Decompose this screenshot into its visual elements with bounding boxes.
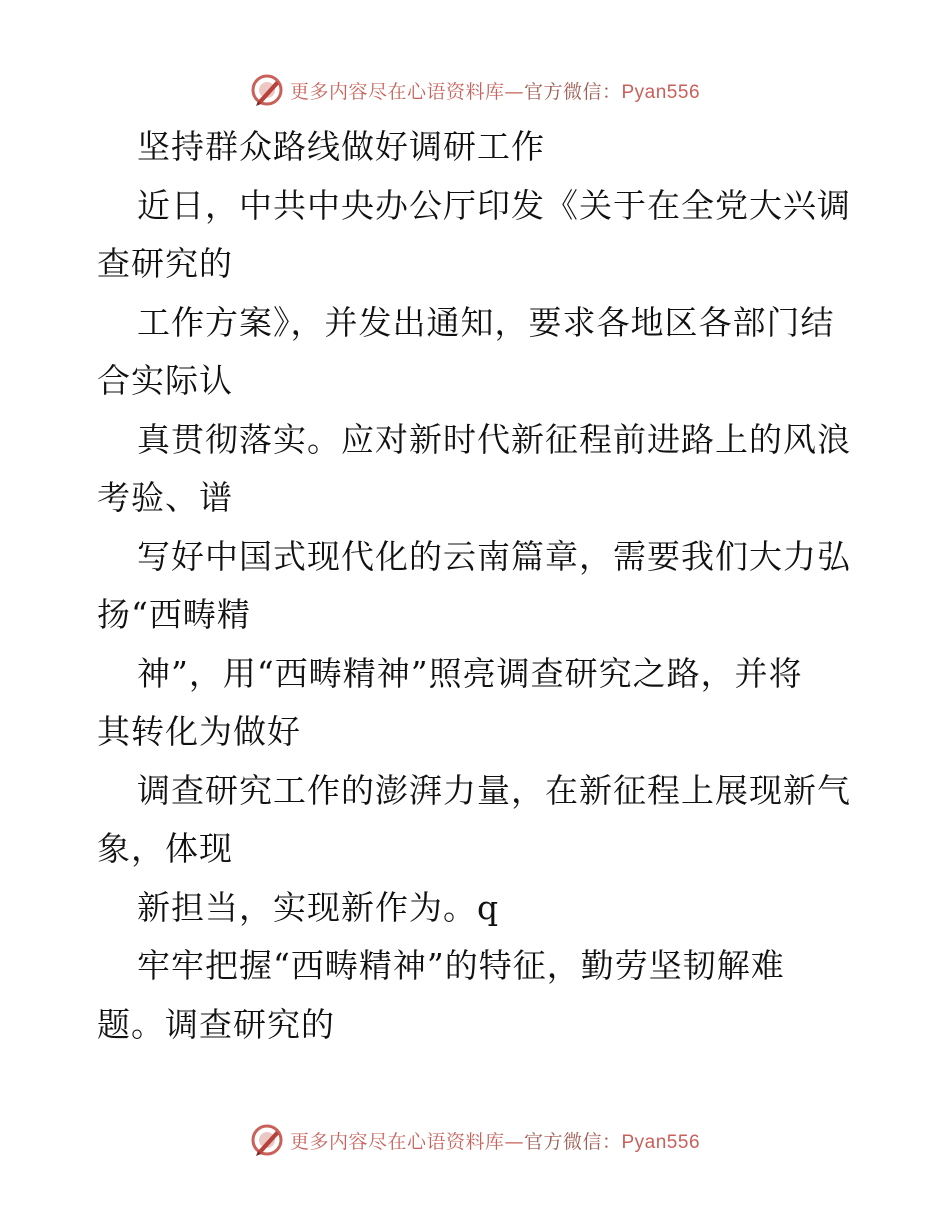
text-line: 考验、谱 (97, 478, 233, 517)
text-line: 近日，中共中央办公厅印发《关于在全党大兴调 (137, 185, 851, 225)
pen-logo-icon (250, 1123, 284, 1157)
header-watermark (0, 70, 950, 110)
footer-watermark (0, 1120, 950, 1160)
pen-logo-icon (250, 73, 284, 107)
text-line: 调查研究工作的澎湃力量，在新征程上展现新气 (137, 770, 851, 810)
text-line: 工作方案》，并发出通知，要求各地区各部门结 (137, 302, 835, 342)
text-line: 题。调查研究的 (97, 1004, 335, 1044)
title-line: 坚持群众路线做好调研工作 (137, 127, 545, 166)
document-body (97, 118, 855, 1054)
text-line: 扬“西畴精 (97, 595, 251, 634)
text-line: 神”，用“西畴精神”照亮调查研究之路，并将 (137, 653, 803, 693)
text-line: 其转化为做好 (97, 712, 301, 751)
text-line: 查研究的 (97, 244, 233, 283)
text-line: 真贯彻落实。应对新时代新征程前进路上的风浪 (137, 419, 851, 459)
text-line: 新担当，实现新作为。q (137, 887, 500, 927)
text-line: 牢牢把握“西畴精神”的特征，勤劳坚韧解难 (137, 946, 785, 985)
text-line: 合实际认 (97, 361, 233, 400)
watermark-text: 更多内容尽在心语资料库—官方微信：Pyan556 (289, 80, 701, 103)
watermark-text: 更多内容尽在心语资料库—官方微信：Pyan556 (289, 1130, 701, 1153)
text-line: 写好中国式现代化的云南篇章，需要我们大力弘 (137, 536, 851, 576)
text-line: 象，体现 (97, 829, 233, 868)
